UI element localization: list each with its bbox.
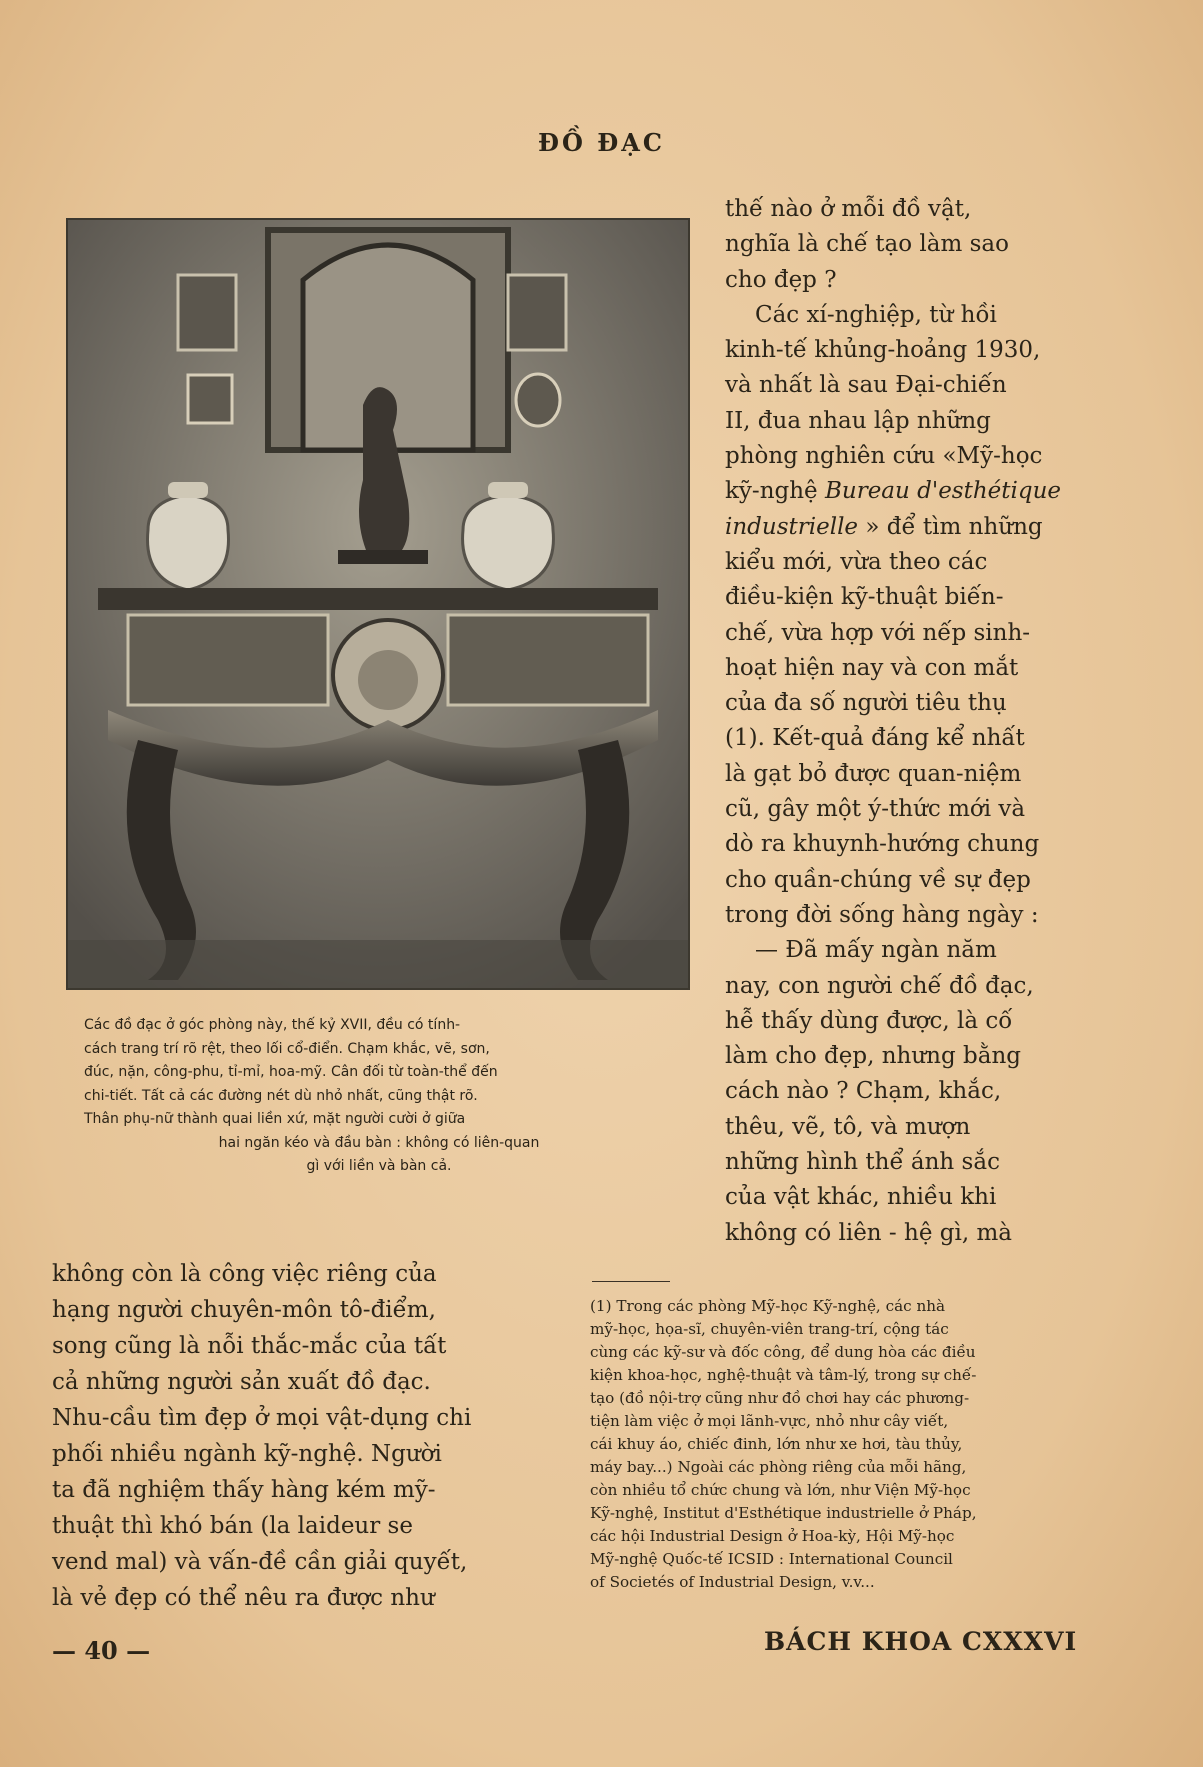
body-line: điều-kiện kỹ-thuật biến- bbox=[725, 584, 1004, 611]
body-text: » để tìm những bbox=[865, 513, 1043, 540]
body-line: chế, vừa hợp với nếp sinh- bbox=[725, 619, 1031, 646]
magazine-issue: BÁCH KHOA CXXXVI bbox=[764, 1627, 1078, 1656]
body-line bbox=[725, 474, 1087, 509]
body-line: hễ thấy dùng được, là cố bbox=[725, 1007, 1013, 1034]
right-text-column bbox=[725, 192, 1087, 1251]
italic-text: Bureau d'esthétique bbox=[824, 478, 1062, 505]
caption-line: gì với liền và bàn cả. bbox=[306, 1158, 452, 1174]
body-line: — Đã mấy ngàn năm bbox=[755, 937, 997, 964]
furniture-photo-drawing bbox=[68, 220, 688, 988]
body-line: của đa số người tiêu thụ bbox=[725, 690, 1007, 717]
caption-line: đúc, nặn, công-phu, tỉ-mỉ, hoa-mỹ. Cân đối từ toàn-thể đến bbox=[84, 1064, 498, 1080]
body-line: phối nhiều ngành kỹ-nghệ. Người bbox=[52, 1441, 442, 1467]
body-line: cách nào ? Chạm, khắc, bbox=[725, 1078, 1002, 1105]
page-number: — 40 — bbox=[52, 1636, 151, 1665]
body-line: những hình thể ánh sắc bbox=[725, 1149, 1000, 1176]
body-line: nay, con người chế đồ đạc, bbox=[725, 972, 1034, 999]
body-line: kiểu mới, vừa theo các bbox=[725, 548, 988, 575]
footnote-line: (1) Trong các phòng Mỹ-học Kỹ-nghệ, các nhà bbox=[590, 1297, 946, 1315]
article-title: ĐỒ ĐẠC bbox=[538, 128, 665, 157]
body-line: hoạt hiện nay và con mắt bbox=[725, 654, 1019, 681]
footnote-line: Mỹ-nghệ Quốc-tế ICSID : International Council bbox=[590, 1550, 953, 1568]
body-line: (1). Kết-quả đáng kể nhất bbox=[725, 725, 1025, 752]
body-line: song cũng là nỗi thắc-mắc của tất bbox=[52, 1333, 447, 1359]
body-line: kinh-tế khủng-hoảng 1930, bbox=[725, 337, 1041, 364]
body-line bbox=[725, 510, 1087, 545]
body-line: là vẻ đẹp có thể nêu ra được như bbox=[52, 1585, 435, 1611]
body-line: là gạt bỏ được quan-niệm bbox=[725, 760, 1022, 787]
caption-line: chi-tiết. Tất cả các đường nét dù nhỏ nhất, cũng thật rõ. bbox=[84, 1087, 478, 1104]
body-line: của vật khác, nhiều khi bbox=[725, 1184, 997, 1211]
footnote-line: máy bay...) Ngoài các phòng riêng của mỗi hãng, bbox=[590, 1458, 967, 1476]
body-line: thế nào ở mỗi đồ vật, bbox=[725, 196, 972, 222]
italic-text: industrielle bbox=[725, 513, 859, 540]
footnote-line: cái khuy áo, chiếc đinh, lớn như xe hơi, tàu thủy, bbox=[590, 1435, 963, 1453]
footnote-line: of Societés of Industrial Design, v.v... bbox=[590, 1573, 875, 1591]
body-line: dò ra khuynh-hướng chung bbox=[725, 831, 1040, 858]
body-line: II, đua nhau lập những bbox=[725, 407, 991, 434]
footnote-line: kiện khoa-học, nghệ-thuật và tâm-lý, trong sự chế- bbox=[590, 1366, 977, 1384]
footnote-line: Kỹ-nghệ, Institut d'Esthétique industrielle ở Pháp, bbox=[590, 1504, 977, 1522]
body-line: cả những người sản xuất đồ đạc. bbox=[52, 1369, 431, 1395]
body-line: ta đã nghiệm thấy hàng kém mỹ- bbox=[52, 1477, 436, 1503]
body-line: và nhất là sau Đại-chiến bbox=[725, 372, 1007, 399]
body-line: cho quần-chúng về sự đẹp bbox=[725, 866, 1031, 893]
footnote-line: cùng các kỹ-sư và đốc công, để dung hòa các điều bbox=[590, 1343, 976, 1361]
body-line: Các xí-nghiệp, từ hồi bbox=[755, 301, 997, 328]
body-text: kỹ-nghệ bbox=[725, 478, 818, 505]
body-line: thêu, vẽ, tô, và mượn bbox=[725, 1113, 971, 1140]
furniture-photo bbox=[66, 218, 690, 990]
footnote-line: tạo (đồ nội-trợ cũng như đồ chơi hay các phương- bbox=[590, 1389, 970, 1407]
footnote-line: các hội Industrial Design ở Hoa-kỳ, Hội Mỹ-học bbox=[590, 1527, 955, 1545]
caption-line: Thân phụ-nữ thành quai liền xứ, mặt người cười ở giữa bbox=[84, 1111, 466, 1127]
body-line: cho đẹp ? bbox=[725, 266, 837, 293]
footnote-line: mỹ-học, họa-sĩ, chuyên-viên trang-trí, cộng tác bbox=[590, 1320, 949, 1338]
body-line: phòng nghiên cứu «Mỹ-học bbox=[725, 443, 1043, 470]
footnote-line: tiện làm việc ở mọi lãnh-vực, nhỏ như cây viết, bbox=[590, 1412, 949, 1430]
body-line: thuật thì khó bán (la laideur se bbox=[52, 1513, 413, 1539]
body-line: vend mal) và vấn-đề cần giải quyết, bbox=[52, 1549, 468, 1575]
body-line: không còn là công việc riêng của bbox=[52, 1261, 437, 1287]
body-line: cũ, gây một ý-thức mới và bbox=[725, 796, 1026, 823]
body-line: trong đời sống hàng ngày : bbox=[725, 901, 1039, 928]
caption-line: Các đồ đạc ở góc phòng này, thế kỷ XVII, đều có tính- bbox=[84, 1017, 461, 1033]
footnote bbox=[590, 1295, 1090, 1594]
body-line: hạng người chuyên-môn tô-điểm, bbox=[52, 1297, 436, 1323]
left-text-column bbox=[52, 1256, 552, 1616]
photo-caption bbox=[84, 1014, 674, 1179]
body-line: nghĩa là chế tạo làm sao bbox=[725, 231, 1009, 258]
caption-line: cách trang trí rõ rệt, theo lối cổ-điển. Chạm khắc, vẽ, sơn, bbox=[84, 1040, 490, 1057]
footnote-line: còn nhiều tổ chức chung và lớn, như Viện Mỹ-học bbox=[590, 1481, 971, 1499]
body-line: không có liên - hệ gì, mà bbox=[725, 1219, 1012, 1246]
body-line: Nhu-cầu tìm đẹp ở mọi vật-dụng chi bbox=[52, 1405, 472, 1431]
caption-line: hai ngăn kéo và đầu bàn : không có liên-quan bbox=[218, 1134, 540, 1151]
body-line: làm cho đẹp, nhưng bằng bbox=[725, 1043, 1021, 1070]
footnote-divider bbox=[592, 1281, 670, 1282]
